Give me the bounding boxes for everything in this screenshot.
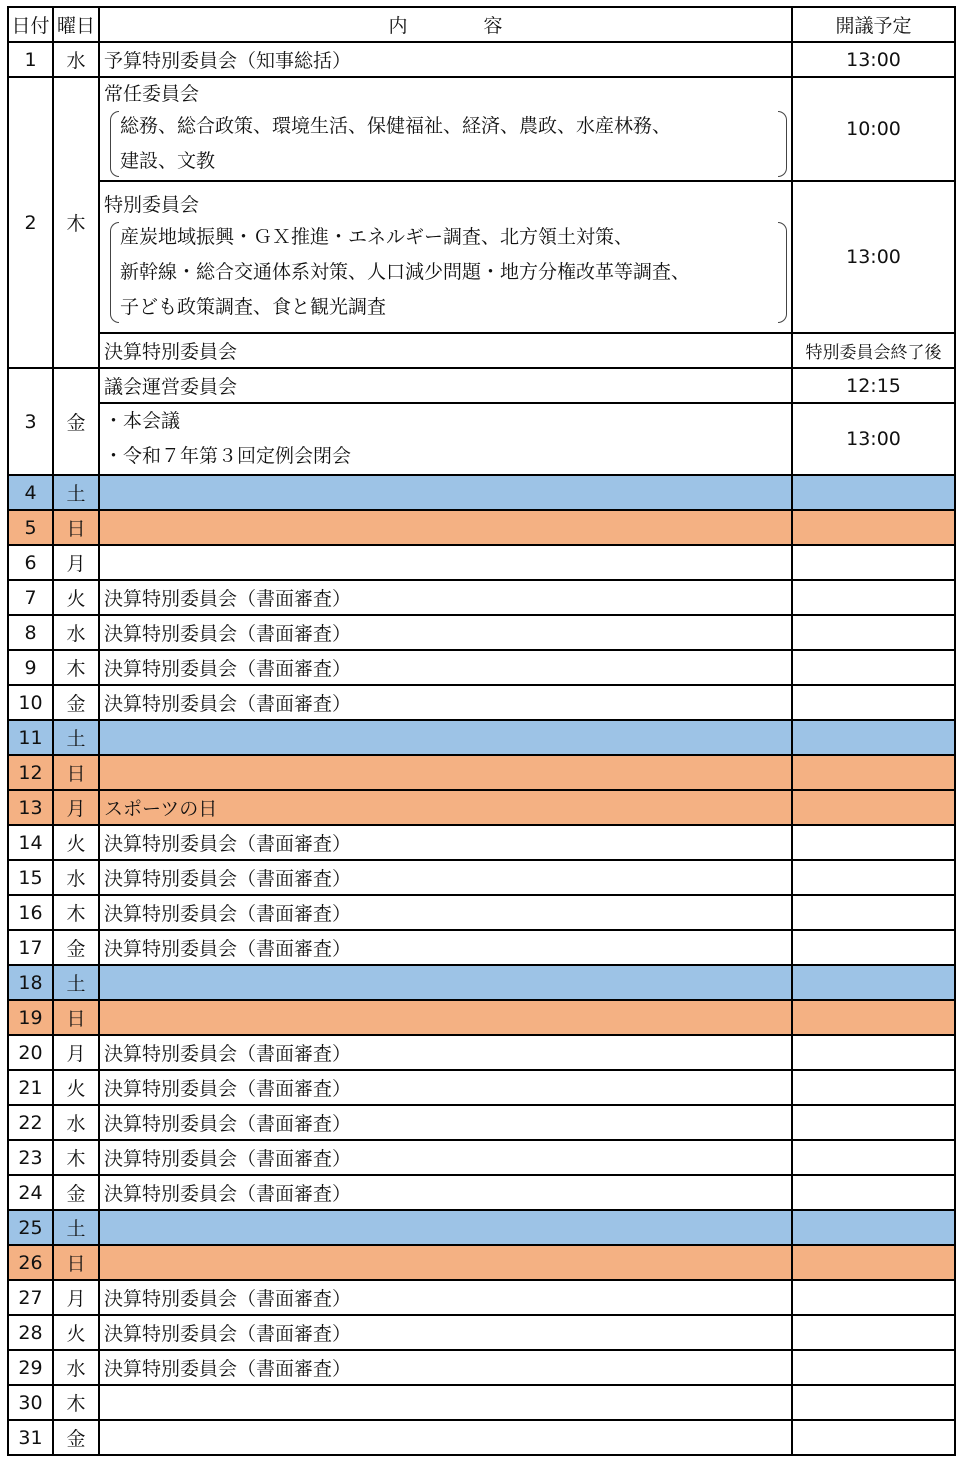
content-cell [99,755,792,790]
time-cell [792,1315,955,1350]
content-cell: 決算特別委員会（書面審査） [99,1315,792,1350]
schedule-table [7,6,956,1456]
content-cell: 予算特別委員会（知事総括） [99,42,792,77]
content-cell [99,965,792,1000]
dow-cell: 木 [53,650,99,685]
table-row [8,1070,955,1105]
dow-cell: 日 [53,1000,99,1035]
date-cell: 22 [8,1105,53,1140]
table-row [8,1315,955,1350]
header-dow: 曜日 [53,7,99,42]
time-cell [792,685,955,720]
time-cell [792,895,955,930]
time-cell [792,1385,955,1420]
table-row [8,825,955,860]
time-cell [792,1140,955,1175]
header-row [8,7,955,42]
committee-line: 産炭地域振興・ＧＸ推進・エネルギー調査、北方領土対策、 [120,225,634,248]
dow-cell: 水 [53,860,99,895]
content-cell [99,1245,792,1280]
date-cell: 31 [8,1420,53,1455]
table-row [8,685,955,720]
dow-cell: 月 [53,1035,99,1070]
time-cell: 10:00 [792,77,955,181]
date-cell: 17 [8,930,53,965]
dow-cell: 金 [53,685,99,720]
date-cell: 30 [8,1385,53,1420]
dow-cell: 木 [53,1385,99,1420]
dow-cell: 水 [53,42,99,77]
content-cell: 決算特別委員会（書面審査） [99,1175,792,1210]
content-cell: 議会運営委員会 [99,368,792,403]
table-row [8,1105,955,1140]
content-cell [99,1000,792,1035]
content-cell [99,475,792,510]
time-cell [792,755,955,790]
date-cell: 5 [8,510,53,545]
table-row [8,475,955,510]
committee-line: 子ども政策調査、食と観光調査 [120,295,387,318]
time-cell [792,510,955,545]
time-cell [792,720,955,755]
time-cell [792,1350,955,1385]
time-cell [792,650,955,685]
time-cell: 12:15 [792,368,955,403]
table-row [8,720,955,755]
content-cell: 決算特別委員会（書面審査） [99,1070,792,1105]
content-cell [99,510,792,545]
content-cell [99,1420,792,1455]
date-cell: 28 [8,1315,53,1350]
table-row [8,895,955,930]
content-cell: 決算特別委員会（書面審査） [99,580,792,615]
dow-cell: 火 [53,825,99,860]
table-row [8,545,955,580]
time-cell [792,965,955,1000]
date-cell: 19 [8,1000,53,1035]
header-time: 開議予定 [792,7,955,42]
table-row [8,510,955,545]
date-cell: 4 [8,475,53,510]
date-cell: 14 [8,825,53,860]
time-cell [792,1000,955,1035]
time-cell [792,580,955,615]
date-cell: 23 [8,1140,53,1175]
content-cell: 決算特別委員会（書面審査） [99,860,792,895]
standing-committee-title: 常任委員会 [104,83,200,105]
committee-line: 建設、文教 [120,150,216,172]
time-cell [792,1035,955,1070]
table-row [8,860,955,895]
standing-committee-list [110,109,787,179]
dow-cell: 金 [53,1420,99,1455]
table-row [8,580,955,615]
table-row [8,790,955,825]
table-row [8,1035,955,1070]
dow-cell: 金 [53,368,99,475]
time-cell [792,1175,955,1210]
date-cell: 21 [8,1070,53,1105]
date-cell: 27 [8,1280,53,1315]
table-row-day-2-special [8,181,955,333]
date-cell: 11 [8,720,53,755]
date-cell: 29 [8,1350,53,1385]
content-cell: 決算特別委員会（書面審査） [99,650,792,685]
content-cell: 決算特別委員会（書面審査） [99,930,792,965]
dow-cell: 火 [53,580,99,615]
special-committee-cell [99,181,792,333]
time-cell [792,615,955,650]
dow-cell: 金 [53,1175,99,1210]
standing-committee-cell [99,77,792,181]
date-cell: 24 [8,1175,53,1210]
dow-cell: 金 [53,930,99,965]
content-cell: 決算特別委員会（書面審査） [99,615,792,650]
content-cell: 決算特別委員会（書面審査） [99,1280,792,1315]
date-cell: 6 [8,545,53,580]
table-row [8,1280,955,1315]
time-cell [792,825,955,860]
content-cell: 決算特別委員会（書面審査） [99,1350,792,1385]
content-cell: 決算特別委員会（書面審査） [99,1140,792,1175]
dow-cell: 木 [53,895,99,930]
table-row [8,615,955,650]
dow-cell: 日 [53,755,99,790]
content-cell [99,1210,792,1245]
time-cell [792,1105,955,1140]
time-cell [792,545,955,580]
dow-cell: 土 [53,1210,99,1245]
table-row-day-2-settlement [8,333,955,368]
date-cell: 18 [8,965,53,1000]
time-cell: 13:00 [792,42,955,77]
dow-cell: 木 [53,1140,99,1175]
time-cell [792,1420,955,1455]
time-cell [792,790,955,825]
time-cell [792,1280,955,1315]
table-row [8,1385,955,1420]
time-cell [792,930,955,965]
content-cell: 決算特別委員会（書面審査） [99,895,792,930]
date-cell: 16 [8,895,53,930]
dow-cell: 日 [53,510,99,545]
table-row [8,755,955,790]
header-date: 日付 [8,7,53,42]
plenary-line: ・令和７年第３回定例会閉会 [104,445,352,467]
dow-cell: 木 [53,77,99,368]
dow-cell: 土 [53,720,99,755]
dow-cell: 水 [53,1105,99,1140]
time-cell [792,475,955,510]
time-cell: 特別委員会終了後 [792,333,955,368]
time-cell [792,860,955,895]
date-cell: 3 [8,368,53,475]
header-content: 内 容 [99,7,792,42]
table-row [8,1420,955,1455]
table-row [8,650,955,685]
dow-cell: 土 [53,965,99,1000]
time-cell: 13:00 [792,181,955,333]
table-row [8,1245,955,1280]
special-committee-title: 特別委員会 [104,193,200,216]
content-cell: 決算特別委員会（書面審査） [99,1105,792,1140]
table-row-day-1 [8,42,955,77]
date-cell: 7 [8,580,53,615]
date-cell: 20 [8,1035,53,1070]
dow-cell: 月 [53,545,99,580]
content-cell [99,1385,792,1420]
table-row-day-3-steering [8,368,955,403]
table-row-day-3-plenary [8,403,955,475]
table-row [8,930,955,965]
table-row [8,1210,955,1245]
content-cell: 決算特別委員会 [99,333,792,368]
table-row [8,1000,955,1035]
table-row [8,1350,955,1385]
date-cell: 9 [8,650,53,685]
date-cell: 8 [8,615,53,650]
content-cell: 決算特別委員会（書面審査） [99,825,792,860]
special-committee-list [110,220,787,325]
date-cell: 1 [8,42,53,77]
date-cell: 26 [8,1245,53,1280]
date-cell: 13 [8,790,53,825]
date-cell: 12 [8,755,53,790]
date-cell: 25 [8,1210,53,1245]
content-cell: 決算特別委員会（書面審査） [99,685,792,720]
date-cell: 2 [8,77,53,368]
dow-cell: 水 [53,1350,99,1385]
plenary-line: ・本会議 [104,410,181,432]
content-cell: 決算特別委員会（書面審査） [99,1035,792,1070]
table-row [8,1175,955,1210]
dow-cell: 月 [53,1280,99,1315]
time-cell [792,1210,955,1245]
content-cell: スポーツの日 [99,790,792,825]
plenary-cell [99,403,792,475]
committee-line: 新幹線・総合交通体系対策、人口減少問題・地方分権改革等調査、 [120,260,691,283]
time-cell: 13:00 [792,403,955,475]
time-cell [792,1245,955,1280]
dow-cell: 火 [53,1315,99,1350]
table-row [8,965,955,1000]
committee-line: 総務、総合政策、環境生活、保健福祉、経済、農政、水産林務、 [120,115,672,137]
date-cell: 15 [8,860,53,895]
dow-cell: 土 [53,475,99,510]
content-cell [99,720,792,755]
date-cell: 10 [8,685,53,720]
dow-cell: 月 [53,790,99,825]
dow-cell: 水 [53,615,99,650]
table-row-day-2-standing [8,77,955,181]
time-cell [792,1070,955,1105]
dow-cell: 火 [53,1070,99,1105]
dow-cell: 日 [53,1245,99,1280]
content-cell [99,545,792,580]
table-row [8,1140,955,1175]
